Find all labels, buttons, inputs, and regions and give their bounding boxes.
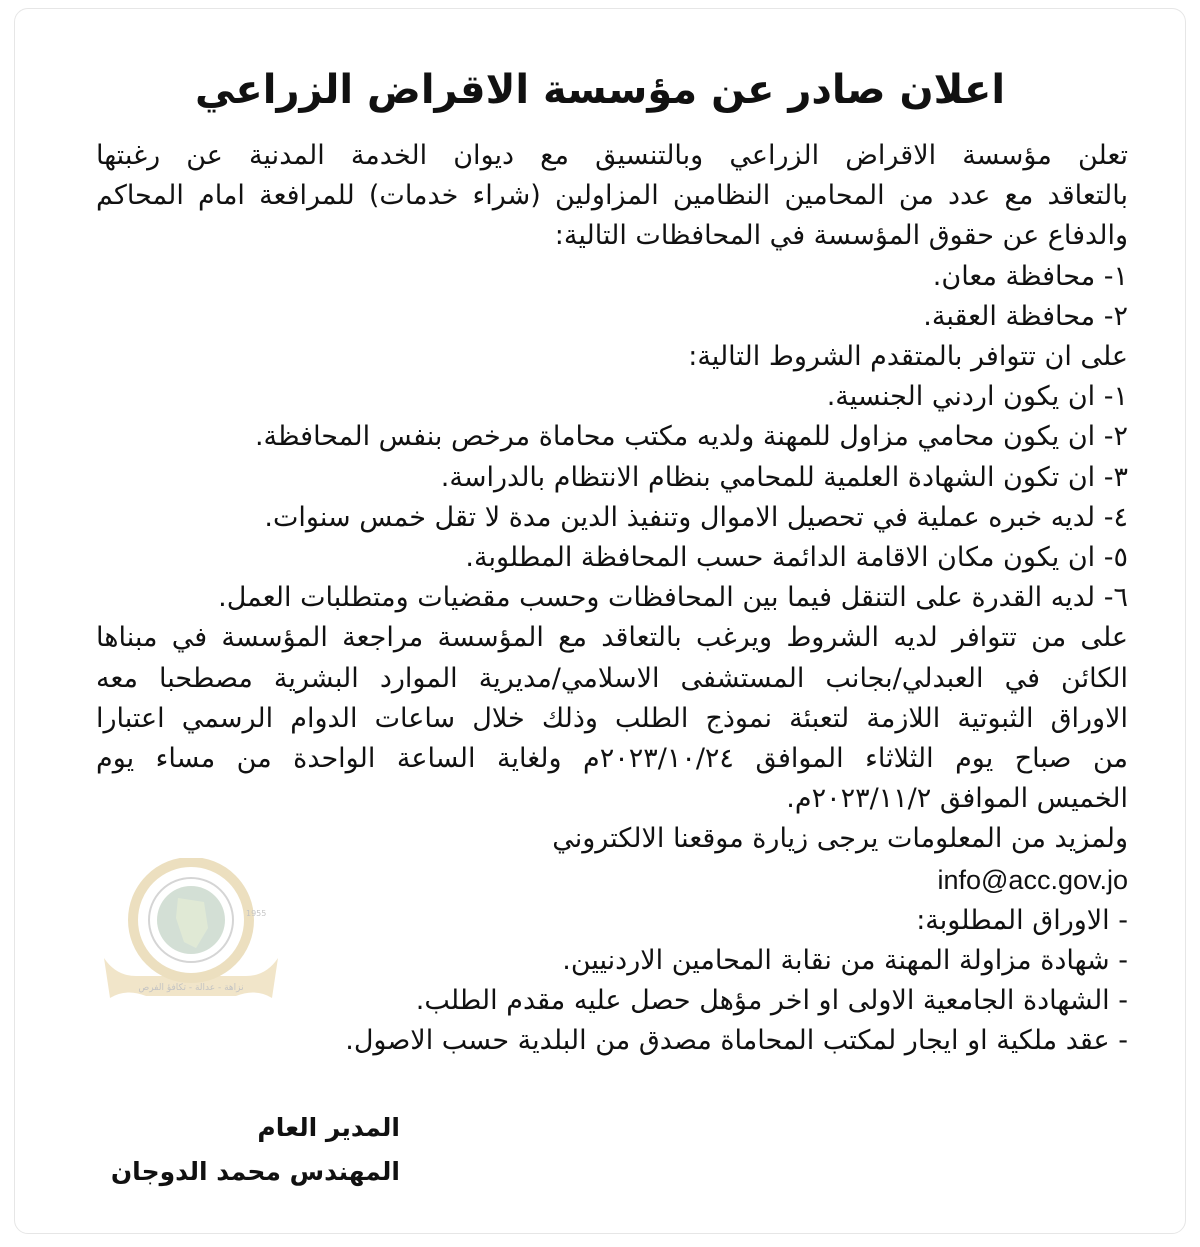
email-link[interactable]: info@acc.gov.jo xyxy=(937,864,1128,895)
document-item-2: - الشهادة الجامعية الاولى او اخر مؤهل حصل عليه مقدم الطلب. xyxy=(415,985,1128,1017)
condition-item-1: ١- ان يكون اردني الجنسية. xyxy=(826,381,1128,413)
apply-line-1: على من تتوافر لديه الشروط ويرغب بالتعاقد مع المؤسسة مراجعة المؤسسة في مبناها xyxy=(96,622,1128,654)
document-item-1: - شهادة مزاولة المهنة من نقابة المحامين الاردنيين. xyxy=(562,945,1128,977)
governorate-item-2: ٢- محافظة العقبة. xyxy=(923,300,1128,332)
condition-item-4: ٤- لديه خبره عملية في تحصيل الاموال وتنفيذ الدين مدة لا تقل خمس سنوات. xyxy=(264,501,1128,533)
civil-service-bureau-seal xyxy=(96,858,286,1008)
signature-block xyxy=(100,1106,400,1194)
more-info-text: ولمزيد من المعلومات يرجى زيارة موقعنا الالكتروني xyxy=(552,823,1128,855)
apply-line-5: الخميس الموافق ٢٠٢٣/١١/٢م. xyxy=(786,783,1128,815)
apply-line-3: الاوراق الثبوتية اللازمة لتعبئة نموذج الطلب وذلك خلال ساعات الدوام الرسمي اعتبارا xyxy=(96,702,1128,734)
intro-line-3: والدفاع عن حقوق المؤسسة في المحافظات التالية: xyxy=(554,220,1128,252)
condition-item-6: ٦- لديه القدرة على التنقل فيما بين المحافظات وحسب مقضيات ومتطلبات العمل. xyxy=(218,582,1128,614)
documents-heading: - الاوراق المطلوبة: xyxy=(916,904,1128,936)
conditions-heading: على ان تتوافر بالمتقدم الشروط التالية: xyxy=(688,341,1128,373)
seal-year: 1955 xyxy=(246,909,267,918)
condition-item-2: ٢- ان يكون محامي مزاول للمهنة ولديه مكتب محاماة مرخص بنفس المحافظة. xyxy=(254,421,1128,453)
seal-motto: نزاهة - عدالة - تكافؤ الفرص xyxy=(138,983,244,993)
condition-item-5: ٥- ان يكون مكان الاقامة الدائمة حسب المحافظة المطلوبة. xyxy=(465,542,1128,574)
condition-item-3: ٣- ان تكون الشهادة العلمية للمحامي بنظام الانتظام بالدراسة. xyxy=(440,461,1128,493)
signature-role: المدير العام xyxy=(257,1113,400,1142)
apply-line-4: من صباح يوم الثلاثاء الموافق ٢٠٢٣/١٠/٢٤م ولغاية الساعة الواحدة من مساء يوم xyxy=(96,743,1128,775)
signature-name: المهندس محمد الدوجان xyxy=(110,1157,400,1186)
apply-line-2: الكائن في العبدلي/بجانب المستشفى الاسلامي/مديرية الموارد البشرية مصطحبا معه xyxy=(96,662,1128,694)
document-item-3: - عقد ملكية او ايجار لمكتب المحاماة مصدق من البلدية حسب الاصول. xyxy=(345,1025,1128,1057)
governorate-item-1: ١- محافظة معان. xyxy=(932,260,1128,292)
intro-line-1: تعلن مؤسسة الاقراض الزراعي وبالتنسيق مع ديوان الخدمة المدنية عن رغبتها xyxy=(96,140,1128,171)
intro-line-2: بالتعاقد مع عدد من المحامين النظامين المزاولين (شراء خدمات) للمرافعة امام المحاكم xyxy=(96,180,1128,212)
announcement-title: اعلان صادر عن مؤسسة الاقراض الزراعي xyxy=(194,67,1006,113)
